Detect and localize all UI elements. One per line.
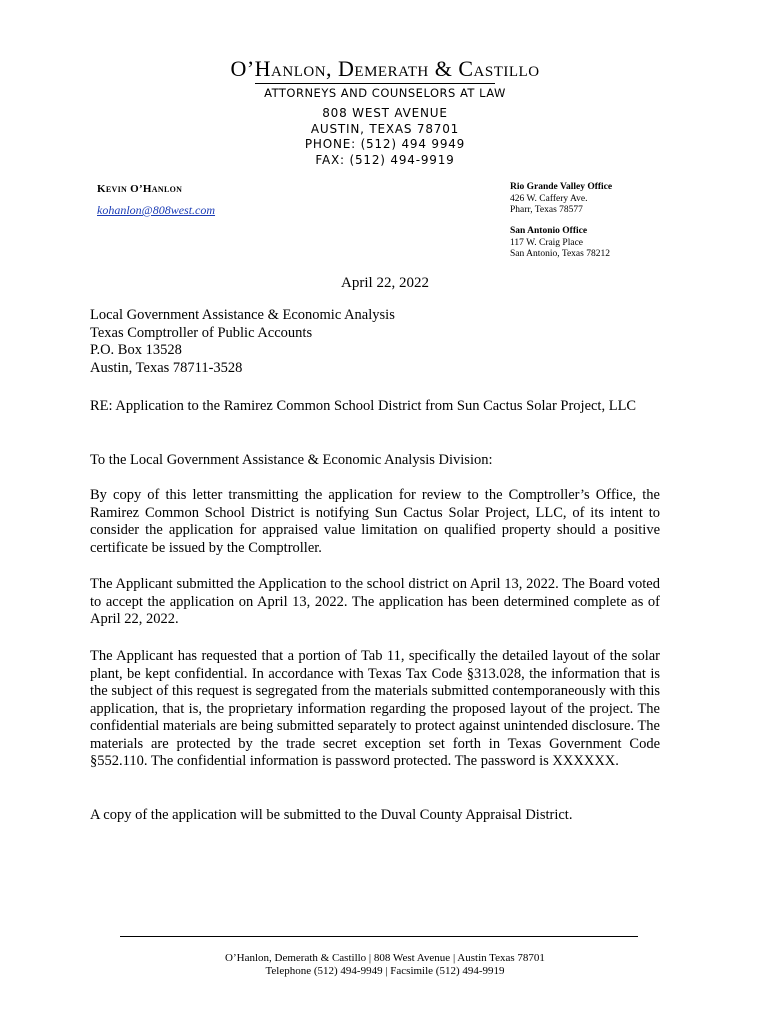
footer-line1: O’Hanlon, Demerath & Castillo | 808 West Avenue | Austin Texas 78701 bbox=[225, 952, 545, 964]
letter-date: April 22, 2022 bbox=[341, 275, 429, 291]
office-address-line2: Pharr, Texas 78577 bbox=[510, 205, 583, 215]
office-name: San Antonio Office bbox=[510, 226, 588, 236]
office-san-antonio bbox=[510, 226, 610, 261]
office-rio-grande bbox=[510, 182, 612, 217]
office-name: Rio Grande Valley Office bbox=[510, 182, 613, 192]
footer-rule bbox=[120, 936, 638, 937]
firm-name: O’Hanlon, Demerath & Castillo bbox=[230, 56, 540, 81]
recipient-address bbox=[90, 307, 395, 377]
footer bbox=[0, 952, 770, 978]
subject-line: RE: Application to the Ramirez Common School District from Sun Cactus Solar Project, LLC bbox=[90, 398, 637, 414]
sender-email-link[interactable]: kohanlon@808west.com bbox=[97, 203, 216, 217]
body-paragraph-2: The Applicant submitted the Application to the school district on April 13, 2022. The Board voted to accept the application on April 13, 2022. The application has been determined complete as of April 22, 2022. bbox=[90, 576, 660, 627]
body-paragraph-1: By copy of this letter transmitting the application for review to the Comptroller’s Office, the Ramirez Common School District is notifying Sun Cactus Solar Project, LLC, of its intent to consider the application for appraised value limitation on qualified property should a positive certificate be issued by the Comptroller. bbox=[90, 487, 660, 556]
firm-address bbox=[0, 106, 770, 168]
letterhead-rule bbox=[255, 83, 495, 84]
office-address-line2: San Antonio, Texas 78212 bbox=[510, 249, 610, 259]
recipient-line3: P.O. Box 13528 bbox=[90, 342, 182, 358]
office-address-line1: 117 W. Craig Place bbox=[510, 237, 583, 248]
recipient-line1: Local Government Assistance & Economic Analysis bbox=[90, 307, 395, 323]
recipient-line4: Austin, Texas 78711-3528 bbox=[90, 359, 243, 376]
firm-tagline: ATTORNEYS AND COUNSELORS AT LAW bbox=[264, 86, 506, 100]
office-address-line1: 426 W. Caffery Ave. bbox=[510, 193, 588, 204]
body-paragraph-3: The Applicant has requested that a portion of Tab 11, specifically the detailed layout of the solar plant, be kept confidential. In accordance with Texas Tax Code §313.028, the information that is the subject of this request is segregated from the materials submitted contemporaneously with this application, that is, the proprietary information regarding the proposed layout of the project. The confidential materials are being submitted separately to protect against unintended disclosure. The materials are protected by the trade secret exception set forth in Texas Government Code §552.110. The confidential information is password protected. The password is XXXXXX. bbox=[90, 648, 660, 769]
firm-address-line2: AUSTIN, TEXAS 78701 bbox=[310, 121, 460, 136]
body-paragraph-4: A copy of the application will be submitted to the Duval County Appraisal District. bbox=[90, 807, 573, 823]
recipient-line2: Texas Comptroller of Public Accounts bbox=[90, 324, 313, 341]
footer-line2: Telephone (512) 494-9949 | Facsimile (512) 494-9919 bbox=[265, 965, 505, 977]
firm-fax: FAX: (512) 494-9919 bbox=[315, 152, 455, 167]
salutation: To the Local Government Assistance & Economic Analysis Division: bbox=[90, 452, 493, 468]
sender-name: Kevin O’Hanlon bbox=[97, 183, 183, 195]
firm-phone: PHONE: (512) 494 9949 bbox=[304, 137, 466, 151]
firm-address-line1: 808 WEST AVENUE bbox=[322, 106, 448, 120]
